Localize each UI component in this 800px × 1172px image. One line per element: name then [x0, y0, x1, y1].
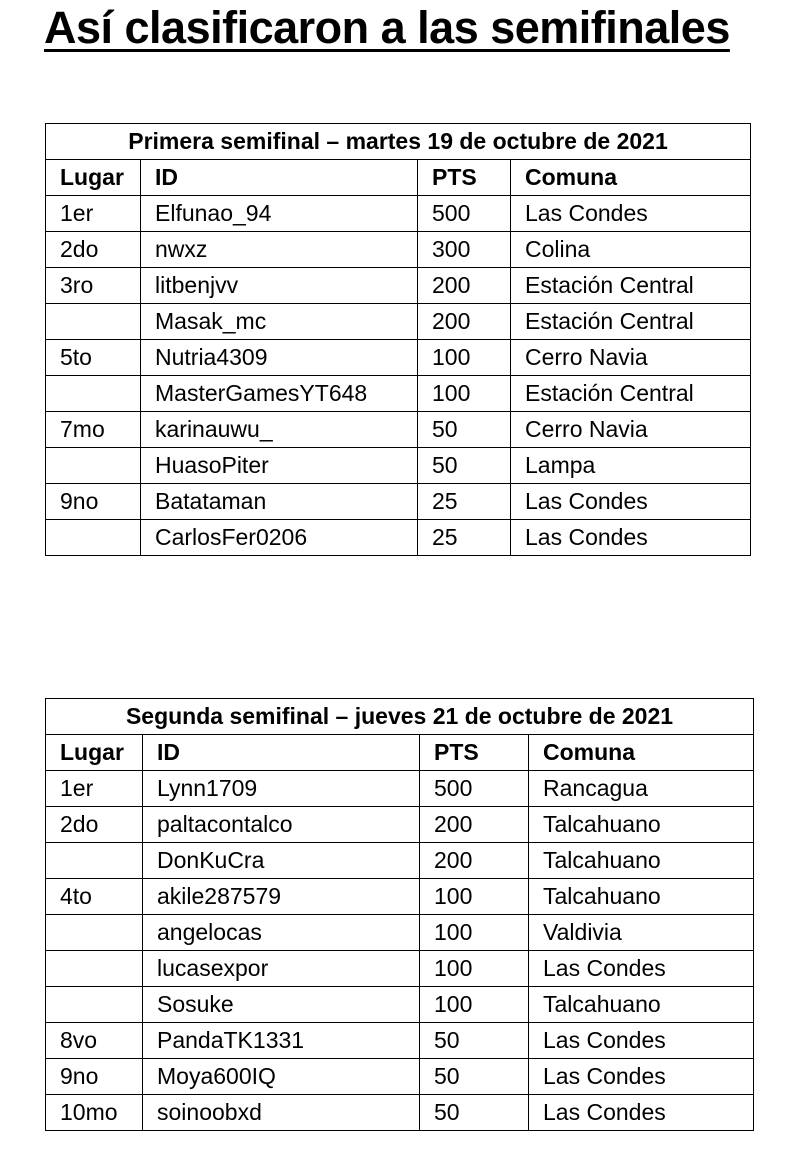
place-cell: 5to [46, 340, 141, 376]
table-row [46, 340, 751, 376]
points-cell: 100 [420, 879, 529, 915]
id-cell: litbenjvv [141, 268, 418, 304]
points-cell: 500 [420, 771, 529, 807]
id-cell: paltacontalco [143, 807, 420, 843]
id-cell: DonKuCra [143, 843, 420, 879]
id-cell: Moya600IQ [143, 1059, 420, 1095]
place-cell: 4to [46, 879, 143, 915]
points-cell: 50 [420, 1023, 529, 1059]
points-cell: 200 [420, 807, 529, 843]
semifinal-1-table [45, 123, 751, 556]
points-cell: 25 [418, 520, 511, 556]
commune-cell: Colina [511, 232, 751, 268]
table-row [46, 987, 754, 1023]
place-cell: 10mo [46, 1095, 143, 1131]
table-row [46, 520, 751, 556]
caption-row [46, 699, 754, 735]
points-cell: 300 [418, 232, 511, 268]
table-row [46, 448, 751, 484]
place-cell: 1er [46, 196, 141, 232]
points-cell: 100 [420, 987, 529, 1023]
id-cell: PandaTK1331 [143, 1023, 420, 1059]
commune-cell: Valdivia [529, 915, 754, 951]
points-cell: 500 [418, 196, 511, 232]
place-cell: 2do [46, 232, 141, 268]
id-cell: karinauwu_ [141, 412, 418, 448]
id-cell: MasterGamesYT648 [141, 376, 418, 412]
place-cell [46, 520, 141, 556]
table-row [46, 951, 754, 987]
points-cell: 50 [418, 412, 511, 448]
column-header-id: ID [143, 735, 420, 771]
commune-cell: Las Condes [511, 196, 751, 232]
place-cell [46, 304, 141, 340]
place-cell: 9no [46, 1059, 143, 1095]
id-cell: Elfunao_94 [141, 196, 418, 232]
table-row [46, 1095, 754, 1131]
commune-cell: Las Condes [511, 484, 751, 520]
commune-cell: Lampa [511, 448, 751, 484]
points-cell: 100 [418, 340, 511, 376]
column-header-points: PTS [418, 160, 511, 196]
id-cell: nwxz [141, 232, 418, 268]
id-cell: angelocas [143, 915, 420, 951]
place-cell: 1er [46, 771, 143, 807]
commune-cell: Talcahuano [529, 843, 754, 879]
points-cell: 200 [418, 268, 511, 304]
place-cell [46, 448, 141, 484]
table-row [46, 843, 754, 879]
id-cell: HuasoPiter [141, 448, 418, 484]
place-cell [46, 915, 143, 951]
points-cell: 100 [420, 915, 529, 951]
table-row [46, 1059, 754, 1095]
table-row [46, 879, 754, 915]
column-header-commune: Comuna [529, 735, 754, 771]
table-row [46, 412, 751, 448]
table-row [46, 376, 751, 412]
points-cell: 200 [418, 304, 511, 340]
table-row [46, 304, 751, 340]
table-caption: Segunda semifinal – jueves 21 de octubre de 2021 [46, 699, 754, 735]
id-cell: Masak_mc [141, 304, 418, 340]
header-row [46, 160, 751, 196]
place-cell [46, 376, 141, 412]
table-caption: Primera semifinal – martes 19 de octubre de 2021 [46, 124, 751, 160]
table-row [46, 1023, 754, 1059]
commune-cell: Las Condes [529, 1059, 754, 1095]
caption-row [46, 124, 751, 160]
table-row [46, 232, 751, 268]
id-cell: lucasexpor [143, 951, 420, 987]
commune-cell: Estación Central [511, 268, 751, 304]
table-row [46, 807, 754, 843]
place-cell [46, 987, 143, 1023]
points-cell: 25 [418, 484, 511, 520]
id-cell: Batataman [141, 484, 418, 520]
table-row [46, 771, 754, 807]
commune-cell: Talcahuano [529, 807, 754, 843]
commune-cell: Las Condes [529, 951, 754, 987]
commune-cell: Talcahuano [529, 879, 754, 915]
place-cell [46, 843, 143, 879]
place-cell: 9no [46, 484, 141, 520]
header-row [46, 735, 754, 771]
column-header-place: Lugar [46, 160, 141, 196]
points-cell: 100 [418, 376, 511, 412]
column-header-points: PTS [420, 735, 529, 771]
semifinal-2-table [45, 698, 754, 1131]
commune-cell: Cerro Navia [511, 412, 751, 448]
table-row [46, 268, 751, 304]
column-header-id: ID [141, 160, 418, 196]
commune-cell: Las Condes [529, 1023, 754, 1059]
id-cell: Nutria4309 [141, 340, 418, 376]
place-cell: 8vo [46, 1023, 143, 1059]
table-row [46, 196, 751, 232]
id-cell: Lynn1709 [143, 771, 420, 807]
id-cell: Sosuke [143, 987, 420, 1023]
points-cell: 50 [418, 448, 511, 484]
commune-cell: Rancagua [529, 771, 754, 807]
place-cell: 2do [46, 807, 143, 843]
page-title: Así clasificaron a las semifinales [44, 2, 730, 53]
column-header-commune: Comuna [511, 160, 751, 196]
points-cell: 50 [420, 1095, 529, 1131]
id-cell: CarlosFer0206 [141, 520, 418, 556]
commune-cell: Estación Central [511, 376, 751, 412]
column-header-place: Lugar [46, 735, 143, 771]
place-cell: 7mo [46, 412, 141, 448]
place-cell [46, 951, 143, 987]
commune-cell: Estación Central [511, 304, 751, 340]
points-cell: 100 [420, 951, 529, 987]
points-cell: 200 [420, 843, 529, 879]
table-row [46, 484, 751, 520]
commune-cell: Talcahuano [529, 987, 754, 1023]
points-cell: 50 [420, 1059, 529, 1095]
commune-cell: Las Condes [511, 520, 751, 556]
commune-cell: Cerro Navia [511, 340, 751, 376]
commune-cell: Las Condes [529, 1095, 754, 1131]
id-cell: akile287579 [143, 879, 420, 915]
id-cell: soinoobxd [143, 1095, 420, 1131]
table-row [46, 915, 754, 951]
place-cell: 3ro [46, 268, 141, 304]
